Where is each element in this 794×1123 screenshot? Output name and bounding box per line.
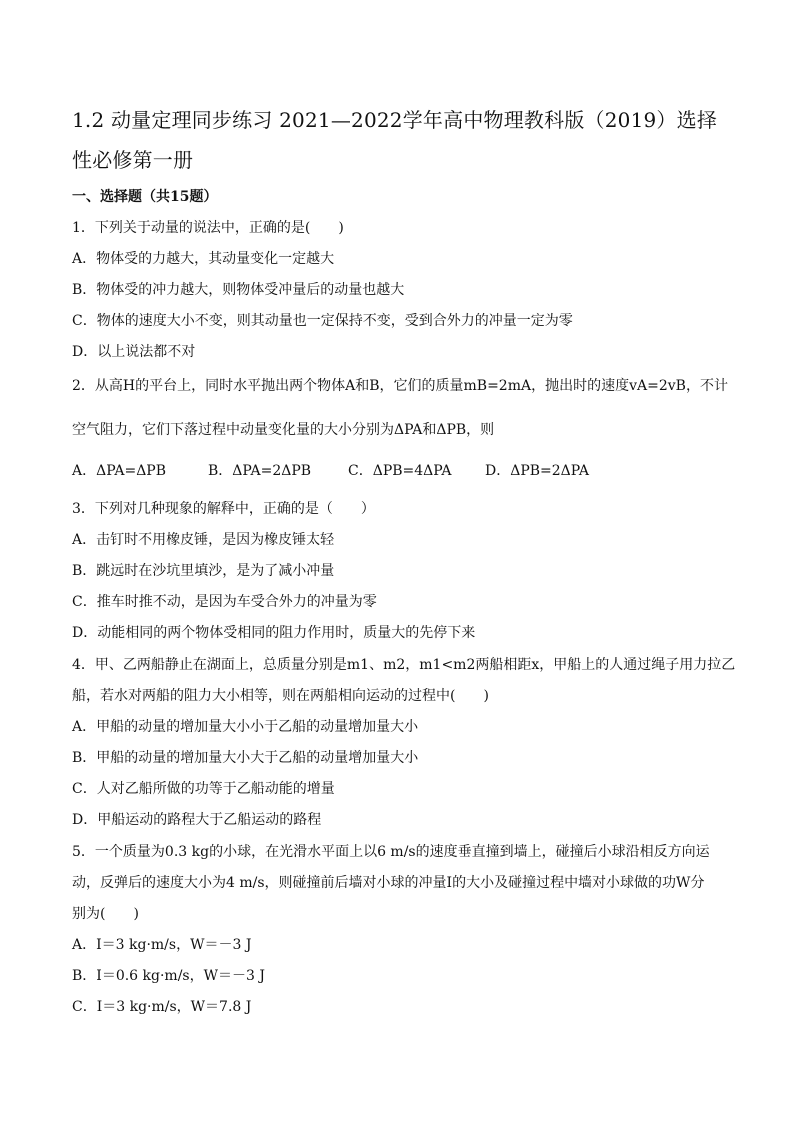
page-title: 1.2 动量定理同步练习 2021—2022学年高中物理教科版（2019）选择性必修第一册 — [72, 108, 718, 172]
option-line: B．跳远时在沙坑里填沙，是为了减小冲量 — [72, 563, 335, 579]
option-c: C．ΔPB=4ΔPA — [348, 463, 452, 479]
option-line: C．推车时推不动，是因为车受合外力的冲量为零 — [72, 594, 377, 610]
option-d: D．ΔPB=2ΔPA — [485, 463, 590, 479]
option-line: D．以上说法都不对 — [72, 344, 196, 360]
option-line: C．I＝3 kg·m/s，W＝7.8 J — [72, 999, 252, 1015]
option-line: A．击钉时不用橡皮锤，是因为橡皮锤太轻 — [72, 532, 335, 548]
question-2-cont: 空气阻力，它们下落过程中动量变化量的大小分别为ΔPA和ΔPB，则 — [72, 422, 495, 438]
section-heading: 一、选择题（共15题） — [72, 189, 218, 205]
option-line: A．I＝3 kg·m/s，W＝－3 J — [72, 937, 252, 953]
option-line: A．甲船的动量的增加量大小小于乙船的动量增加量大小 — [72, 719, 419, 735]
question-4-cont: 船，若水对两船的阻力大小相等，则在两船相向运动的过程中( ) — [72, 688, 489, 704]
question-1: 1．下列关于动量的说法中，正确的是( ) — [72, 220, 344, 236]
option-line: B．物体受的冲力越大，则物体受冲量后的动量也越大 — [72, 282, 405, 298]
question-5-cont: 别为( ) — [72, 906, 139, 922]
option-line: C．人对乙船所做的功等于乙船动能的增量 — [72, 781, 335, 797]
question-2: 2．从高H的平台上，同时水平抛出两个物体A和B，它们的质量mB=2mA，抛出时的速度vA=2vB，不计 — [72, 378, 728, 394]
option-line: C．物体的速度大小不变，则其动量也一定保持不变，受到合外力的冲量一定为零 — [72, 313, 573, 329]
question-4: 4．甲、乙两船静止在湖面上，总质量分别是m1、m2，m1<m2两船相距x，甲船上的人通过绳子用力拉乙 — [72, 657, 736, 673]
option-a: A．ΔPA=ΔPB — [72, 463, 167, 479]
option-line: B．甲船的动量的增加量大小大于乙船的动量增加量大小 — [72, 750, 419, 766]
question-2-options — [72, 462, 722, 480]
question-3: 3．下列对几种现象的解释中，正确的是（ ） — [72, 501, 375, 517]
option-line: A．物体受的力越大，其动量变化一定越大 — [72, 251, 335, 267]
question-5: 5．一个质量为0.3 kg的小球，在光滑水平面上以6 m/s的速度垂直撞到墙上，碰撞后小球沿相反方向运 — [72, 844, 710, 860]
option-line: D．甲船运动的路程大于乙船运动的路程 — [72, 812, 322, 828]
option-line: B．I＝0.6 kg·m/s，W＝－3 J — [72, 968, 265, 984]
option-b: B．ΔPA=2ΔPB — [208, 463, 312, 479]
option-line: D．动能相同的两个物体受相同的阻力作用时，质量大的先停下来 — [72, 625, 476, 641]
question-5-cont: 动，反弹后的速度大小为4 m/s，则碰撞前后墙对小球的冲量I的大小及碰撞过程中墙对小球做的功W分 — [72, 875, 705, 891]
